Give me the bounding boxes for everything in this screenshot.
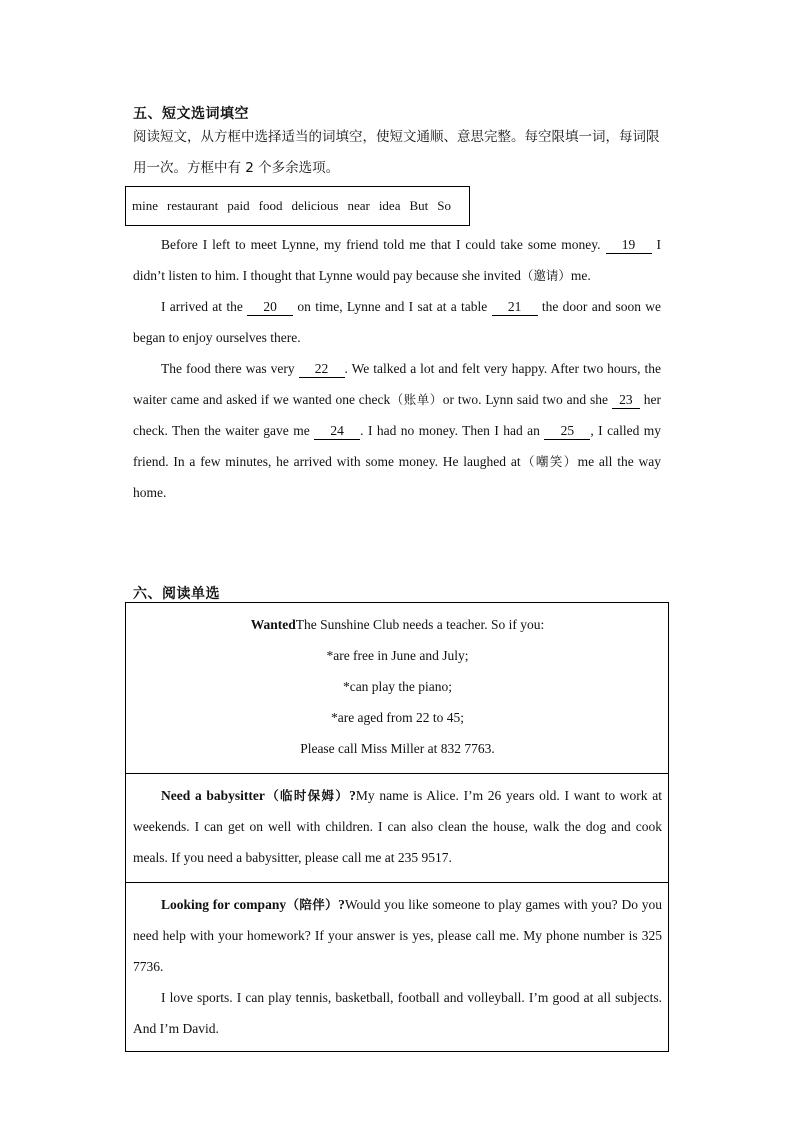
ad-title-mark: ? <box>338 897 345 912</box>
chinese-gloss: （临时保姆） <box>264 788 350 803</box>
ad-text: Would you like someone to play games with you? Do you need help with your homework? If your answer is yes, please call me. My phone number is 325 7736. <box>133 897 662 974</box>
ad-wanted <box>126 603 669 774</box>
passage-text: or two. Lynn said two and she <box>442 392 608 407</box>
word-option: But <box>409 198 429 213</box>
word-option: mine <box>132 198 158 213</box>
blank-21: 21 <box>492 299 538 316</box>
ad-wanted-headline <box>133 609 662 640</box>
passage-paragraph-3 <box>133 353 661 508</box>
passage-text: I arrived at the <box>161 299 243 314</box>
ad-title <box>161 897 345 912</box>
ad-company-text <box>133 889 662 982</box>
ad-cell <box>126 774 669 883</box>
section6-heading: 六、阅读单选 <box>133 586 220 602</box>
section5-heading: 五、短文选词填空 <box>133 106 249 122</box>
blank-20: 20 <box>247 299 293 316</box>
ad-text: *are free in June and July; <box>326 648 469 663</box>
ad-text: *are aged from 22 to 45; <box>330 710 465 725</box>
passage-paragraph-2 <box>133 291 661 353</box>
passage-paragraph-1 <box>133 229 661 291</box>
blank-23: 23 <box>612 392 640 409</box>
blank-22: 22 <box>299 361 345 378</box>
ad-title-text: Looking for company <box>161 897 287 912</box>
ad-title <box>161 788 356 803</box>
ad-babysitter <box>126 774 669 883</box>
passage-text: the door and soon we began to enjoy ourselves there. <box>133 299 662 345</box>
ad-title-mark: ? <box>349 788 356 803</box>
passage-text: , I called my friend. In a few minutes, he arrived with some money. He laughed at <box>133 423 662 469</box>
chinese-gloss: （账单） <box>390 392 443 407</box>
word-option: delicious <box>291 198 339 213</box>
passage-text: . I had no money. Then I had an <box>360 423 540 438</box>
word-option: food <box>258 198 283 213</box>
ad-company <box>126 883 669 1052</box>
chinese-gloss: （嘲笑） <box>520 454 578 469</box>
ads-table <box>125 602 669 1052</box>
word-option: paid <box>227 198 250 213</box>
ad-text: My name is Alice. I’m 26 years old. I want to work at weekends. I can get on well with children. I can also clean the house, walk the dog and cook meals. If you need a babysitter, please call me at 235 9517. <box>133 788 662 865</box>
chinese-gloss: （陪伴） <box>286 897 339 912</box>
blank-19: 19 <box>606 237 652 254</box>
section5-instruction: 阅读短文，从方框中选择适当的词填空，使短文通顺、意思完整。每空限填一词，每词限用一次。方框中有 2 个多余选项。 <box>133 129 660 176</box>
passage-text: Before I left to meet Lynne, my friend told me that I could take some money. <box>161 237 601 252</box>
word-option: restaurant <box>167 198 219 213</box>
ad-text: Please call Miss Miller at 832 7763. <box>300 741 495 756</box>
ad-text: *can play the piano; <box>342 679 453 694</box>
ad-cell <box>126 883 669 1052</box>
word-option: near <box>347 198 370 213</box>
blank-25: 25 <box>544 423 590 440</box>
passage-text: The food there was very <box>161 361 295 376</box>
passage-text: me all the way home. <box>133 454 661 500</box>
word-box <box>125 186 470 226</box>
passage-text: . We talked a lot and felt very happy. After two hours, the waiter came and asked if we wanted one check <box>133 361 661 407</box>
ad-cell <box>126 603 669 774</box>
ad-text: I love sports. I can play tennis, basketball, football and volleyball. I’m good at all subjects. And I’m David. <box>133 990 662 1036</box>
passage-text: her check. Then the waiter gave me <box>133 392 661 438</box>
ad-title-text: Need a babysitter <box>161 788 265 803</box>
word-option: idea <box>378 198 401 213</box>
ad-title: Wanted <box>250 617 296 632</box>
blank-24: 24 <box>314 423 360 440</box>
ad-text: The Sunshine Club needs a teacher. So if you: <box>295 617 545 632</box>
ad-babysitter-text <box>133 780 662 873</box>
passage-text: I didn’t listen to him. I thought that Lynne would pay because she invited <box>133 237 662 283</box>
passage-text: me. <box>570 268 591 283</box>
word-option: So <box>437 198 451 213</box>
passage-text: on time, Lynne and I sat at a table <box>297 299 488 314</box>
chinese-gloss: （邀请） <box>520 268 571 283</box>
